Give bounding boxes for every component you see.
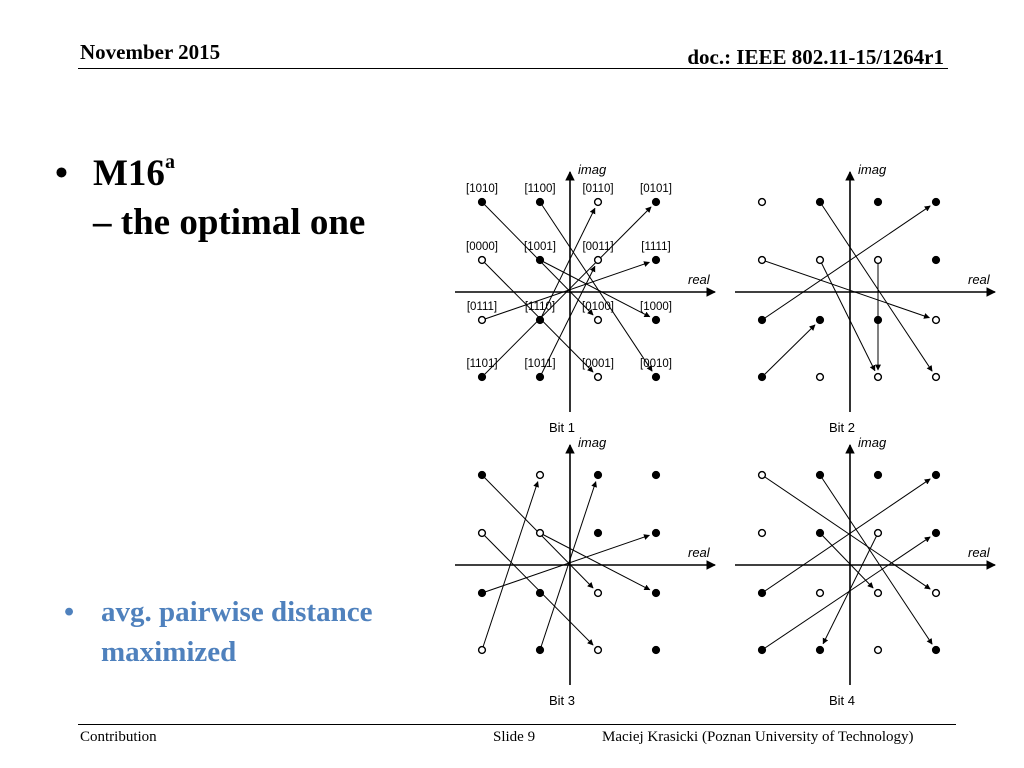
mapping-arrow	[540, 533, 650, 590]
constellation-point-filled	[817, 472, 824, 479]
constellation-point-hollow	[759, 199, 766, 206]
constellation-point-filled	[817, 647, 824, 654]
imag-axis-label: imag	[578, 162, 607, 177]
constellation-panel-3	[455, 435, 715, 708]
constellation-point-filled	[653, 530, 660, 537]
bullet-m16-title	[93, 152, 175, 195]
bit-label: [1001]	[524, 241, 556, 253]
mapping-arrow	[482, 482, 538, 650]
constellation-point-hollow	[817, 257, 824, 264]
mapping-arrow	[820, 202, 932, 371]
bit-label: [0101]	[640, 183, 672, 195]
constellation-point-filled	[595, 472, 602, 479]
constellation-point-filled	[759, 317, 766, 324]
constellation-point-hollow	[933, 317, 940, 324]
constellation-point-hollow	[759, 257, 766, 264]
constellation-panels	[455, 162, 995, 708]
constellation-point-hollow	[595, 590, 602, 597]
header-date: November 2015	[80, 40, 221, 64]
constellation-point-filled	[817, 530, 824, 537]
mapping-arrow	[482, 535, 649, 593]
bit-label: [0000]	[466, 241, 498, 253]
bit-label: [1010]	[466, 183, 498, 195]
constellation-point-filled	[537, 199, 544, 206]
constellation-point-hollow	[875, 590, 882, 597]
constellation-point-filled	[817, 199, 824, 206]
constellation-point-filled	[653, 317, 660, 324]
constellation-point-hollow	[875, 530, 882, 537]
constellation-point-filled	[653, 647, 660, 654]
bit-label: [0011]	[582, 241, 614, 253]
real-axis-label: real	[968, 272, 990, 287]
bullet-m16-superscript: a	[164, 150, 175, 173]
constellation-point-hollow	[595, 317, 602, 324]
bullet-distance-text: avg. pairwise distance maximized	[101, 596, 373, 668]
constellation-point-filled	[479, 199, 486, 206]
constellation-panel-2	[735, 162, 995, 435]
constellation-point-hollow	[875, 647, 882, 654]
constellation-point-filled	[933, 257, 940, 264]
constellation-point-filled	[875, 199, 882, 206]
footer-author: Maciej Krasicki (Poznan University of Technology)	[602, 729, 914, 745]
constellation-point-filled	[479, 590, 486, 597]
bit-label: [1100]	[524, 183, 556, 195]
mapping-arrow	[762, 260, 929, 318]
constellation-point-filled	[479, 472, 486, 479]
mapping-arrow	[820, 475, 932, 644]
imag-axis-label: imag	[858, 162, 887, 177]
constellation-point-filled	[875, 472, 882, 479]
constellation-point-hollow	[479, 647, 486, 654]
imag-axis-label: imag	[858, 435, 887, 450]
header-rule	[78, 68, 948, 69]
bullet-marker: •	[55, 153, 68, 194]
constellation-point-filled	[759, 647, 766, 654]
constellation-point-filled	[875, 317, 882, 324]
panel-caption: Bit 3	[548, 693, 576, 708]
mapping-arrow	[762, 325, 815, 377]
mapping-arrow	[540, 482, 596, 650]
bit-label: [0110]	[582, 183, 614, 195]
real-axis-label: real	[688, 272, 710, 287]
constellation-point-hollow	[595, 257, 602, 264]
constellation-figure	[440, 150, 1010, 708]
mapping-arrow	[820, 533, 873, 588]
real-axis-label: real	[968, 545, 990, 560]
imag-axis-label: imag	[578, 435, 607, 450]
constellation-panel-1	[455, 162, 715, 435]
constellation-point-filled	[933, 530, 940, 537]
bit-label: [1110]	[524, 301, 556, 313]
bit-label: [1000]	[640, 301, 672, 313]
bit-label: [0100]	[582, 301, 614, 313]
real-axis-label: real	[688, 545, 710, 560]
constellation-point-hollow	[875, 374, 882, 381]
constellation-point-hollow	[537, 472, 544, 479]
panel-caption: Bit 1	[548, 420, 576, 435]
constellation-point-filled	[537, 317, 544, 324]
bit-label: [0111]	[466, 301, 498, 313]
mapping-arrow	[762, 537, 930, 650]
mapping-arrow	[762, 206, 930, 320]
constellation-point-hollow	[759, 530, 766, 537]
footer-rule	[78, 724, 956, 725]
constellation-point-hollow	[875, 257, 882, 264]
constellation-point-hollow	[817, 374, 824, 381]
constellation-point-hollow	[537, 530, 544, 537]
constellation-point-filled	[537, 590, 544, 597]
bit-label: [0001]	[582, 358, 614, 370]
constellation-point-filled	[537, 647, 544, 654]
bullet-m16-title-text: M16	[93, 153, 165, 194]
constellation-point-hollow	[933, 590, 940, 597]
mapping-arrow	[762, 475, 930, 589]
constellation-point-filled	[479, 374, 486, 381]
constellation-point-filled	[595, 530, 602, 537]
constellation-point-hollow	[595, 199, 602, 206]
panel-caption: Bit 2	[828, 420, 856, 435]
constellation-point-filled	[653, 472, 660, 479]
bit-label: [1011]	[524, 358, 556, 370]
constellation-point-filled	[759, 590, 766, 597]
constellation-point-filled	[817, 317, 824, 324]
mapping-arrow	[482, 533, 593, 645]
constellation-point-hollow	[933, 374, 940, 381]
constellation-point-filled	[653, 199, 660, 206]
footer-contribution: Contribution	[80, 729, 157, 745]
mapping-arrow	[762, 479, 930, 593]
constellation-point-hollow	[759, 472, 766, 479]
constellation-point-filled	[759, 374, 766, 381]
constellation-point-filled	[933, 647, 940, 654]
panel-caption: Bit 4	[828, 693, 856, 708]
header-doc-id: doc.: IEEE 802.11-15/1264r1	[687, 45, 944, 69]
bullet-marker: •	[64, 596, 75, 628]
constellation-point-hollow	[595, 374, 602, 381]
bit-label: [1101]	[466, 358, 498, 370]
constellation-point-filled	[537, 374, 544, 381]
constellation-point-hollow	[595, 647, 602, 654]
footer-slide-number: Slide 9	[493, 729, 536, 745]
constellation-point-filled	[653, 374, 660, 381]
constellation-point-filled	[537, 257, 544, 264]
bullet-m16-subtitle: – the optimal one	[93, 202, 366, 243]
bit-label: [1111]	[641, 241, 671, 253]
bit-label: [0010]	[640, 358, 672, 370]
mapping-arrow	[482, 262, 649, 320]
mapping-arrow	[820, 260, 875, 371]
mapping-arrow	[482, 260, 593, 372]
constellation-point-hollow	[479, 317, 486, 324]
constellation-point-hollow	[479, 257, 486, 264]
constellation-point-hollow	[817, 590, 824, 597]
constellation-point-filled	[653, 590, 660, 597]
constellation-panel-4	[735, 435, 995, 708]
constellation-point-filled	[933, 199, 940, 206]
constellation-point-hollow	[479, 530, 486, 537]
constellation-point-filled	[933, 472, 940, 479]
constellation-point-filled	[653, 257, 660, 264]
